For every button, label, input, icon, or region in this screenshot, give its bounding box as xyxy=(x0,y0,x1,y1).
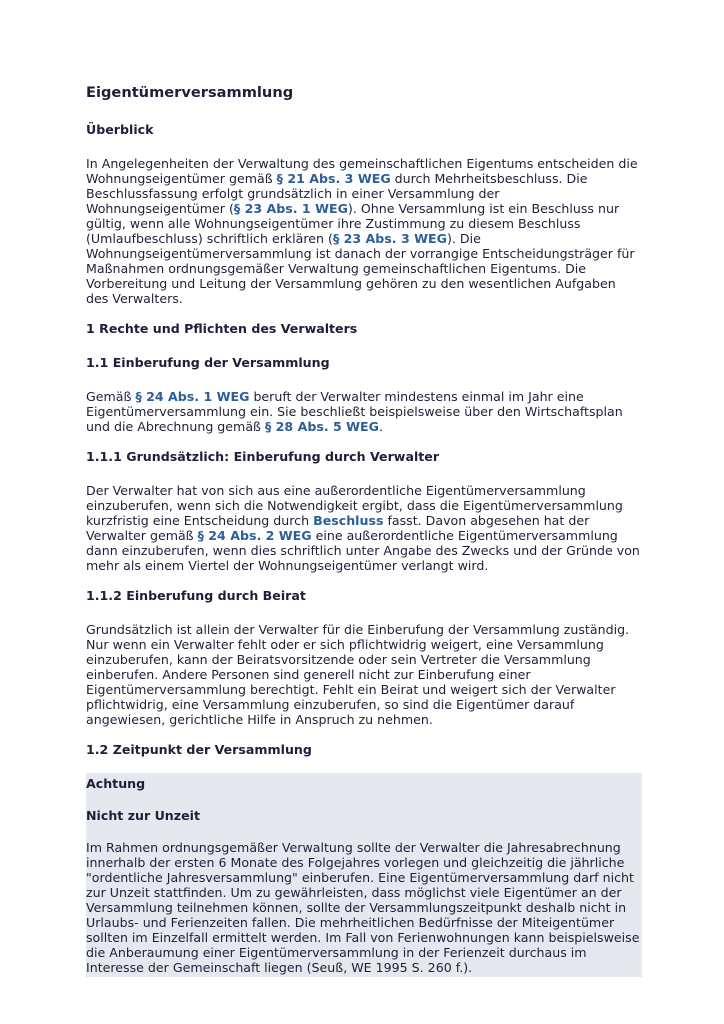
link-28-abs-5-weg[interactable]: § 28 Abs. 5 WEG xyxy=(264,419,379,434)
link-23-abs-1-weg[interactable]: § 23 Abs. 1 WEG xyxy=(233,201,348,216)
link-23-abs-3-weg[interactable]: § 23 Abs. 3 WEG xyxy=(332,231,447,246)
notice-box xyxy=(86,773,642,977)
notice-text: Im Rahmen ordnungsgemäßer Verwaltung sollte der Verwalter die Jahresabrechnung innerhalb der ersten 6 Monate des Folgejahres vorlegen und gleichzeitig die jährliche "ordentliche Jahresversammlung" einberufen. Eine Eigentümerversammlung darf nicht zur Unzeit stattfinden. Um zu gewährleisten, dass möglichst viele Eigentümer an der Versammlung teilnehmen können, sollte der Versammlungszeitpunkt deshalb nicht in Urlaubs- und Ferienzeiten fallen. Die mehrheitlichen Bedürfnisse der Miteigentümer sollten im Einzelfall ermittelt werden. Im Fall von Ferienwohnungen kann beispielsweise die Anberaumung einer Eigentümerversammlung in der Ferienzeit durchaus im Interesse der Gemeinschaft liegen (Seuß, WE 1995 S. 260 f.). xyxy=(86,840,640,975)
heading-section-1-2: 1.2 Zeitpunkt der Versammlung xyxy=(86,742,312,757)
heading-section-1-1-2: 1.1.2 Einberufung durch Beirat xyxy=(86,588,306,603)
heading-overview: Überblick xyxy=(86,122,154,137)
text: durch Mehrheitsbeschluss. Die Beschlussfassung erfolgt grundsätzlich in einer Versammlung der Wohnungseigentümer ( xyxy=(86,171,588,216)
text: . xyxy=(378,419,383,434)
link-24-abs-2-weg[interactable]: § 24 Abs. 2 WEG xyxy=(197,528,312,543)
link-24-abs-1-weg[interactable]: § 24 Abs. 1 WEG xyxy=(135,389,250,404)
paragraph-section-1-1-1 xyxy=(86,483,642,573)
page-title: Eigentümerversammlung xyxy=(86,84,294,101)
notice-title: Nicht zur Unzeit xyxy=(86,808,200,823)
text: beruft der Verwalter mindestens einmal im Jahr eine Eigentümerversammlung ein. Sie beschließt beispielsweise über den Wirtschaftsplan und die Abrechnung gemäß xyxy=(86,389,623,434)
link-beschluss[interactable]: Beschluss xyxy=(313,513,384,528)
heading-section-1: 1 Rechte und Pflichten des Verwalters xyxy=(86,321,358,336)
text: Der Verwalter hat von sich aus eine außerordentliche Eigentümerversammlung einzuberufen, wenn sich die Notwendigkeit ergibt, dass die Eigentümerversammlung kurzfristig eine Entscheidung durch xyxy=(86,483,623,528)
paragraph-section-1-1 xyxy=(86,389,642,434)
text: fasst. Davon abgesehen hat der Verwalter gemäß xyxy=(86,513,590,543)
text: ). Die Wohnungseigentümerversammlung ist danach der vorrangige Entscheidungsträger für Maßnahmen ordnungsgemäßer Verwaltung gemeinschaftlichen Eigentums. Die Vorbereitung und Leitung der Versammlung gehören zu den wesentlichen Aufgaben des Verwalters. xyxy=(86,231,635,306)
text: Gemäß xyxy=(86,389,136,404)
text: eine außerordentliche Eigentümerversammlung dann einzuberufen, wenn dies schriftlich unter Angabe des Zwecks und der Gründe von mehr als einem Viertel der Wohnungseigentümer verlangt wird. xyxy=(86,528,640,573)
heading-section-1-1: 1.1 Einberufung der Versammlung xyxy=(86,355,330,370)
paragraph-overview xyxy=(86,156,642,306)
paragraph-section-1-1-2: Grundsätzlich ist allein der Verwalter für die Einberufung der Versammlung zuständig. Nur wenn ein Verwalter fehlt oder er sich pflichtwidrig weigert, eine Versammlung einzuberufen, kann der Beiratsvorsitzende oder sein Vertreter die Versammlung einberufen. Andere Personen sind generell nicht zur Einberufung einer Eigentümerversammlung berechtigt. Fehlt ein Beirat und weigert sich der Verwalter pflichtwidrig, eine Versammlung einzuberufen, so sind die Eigentümer darauf angewiesen, gerichtliche Hilfe in Anspruch zu nehmen. xyxy=(86,622,630,727)
document-body xyxy=(86,84,642,977)
notice-label: Achtung xyxy=(86,776,146,791)
link-21-abs-3-weg[interactable]: § 21 Abs. 3 WEG xyxy=(276,171,391,186)
heading-section-1-1-1: 1.1.1 Grundsätzlich: Einberufung durch Verwalter xyxy=(86,449,440,464)
text: In Angelegenheiten der Verwaltung des gemeinschaftlichen Eigentums entscheiden die Wohnungseigentümer gemäß xyxy=(86,156,638,186)
text: ). Ohne Versammlung ist ein Beschluss nur gültig, wenn alle Wohnungseigentümer ihre Zustimmung zu diesem Beschluss (Umlaufbeschluss) schriftlich erklären ( xyxy=(86,201,620,246)
